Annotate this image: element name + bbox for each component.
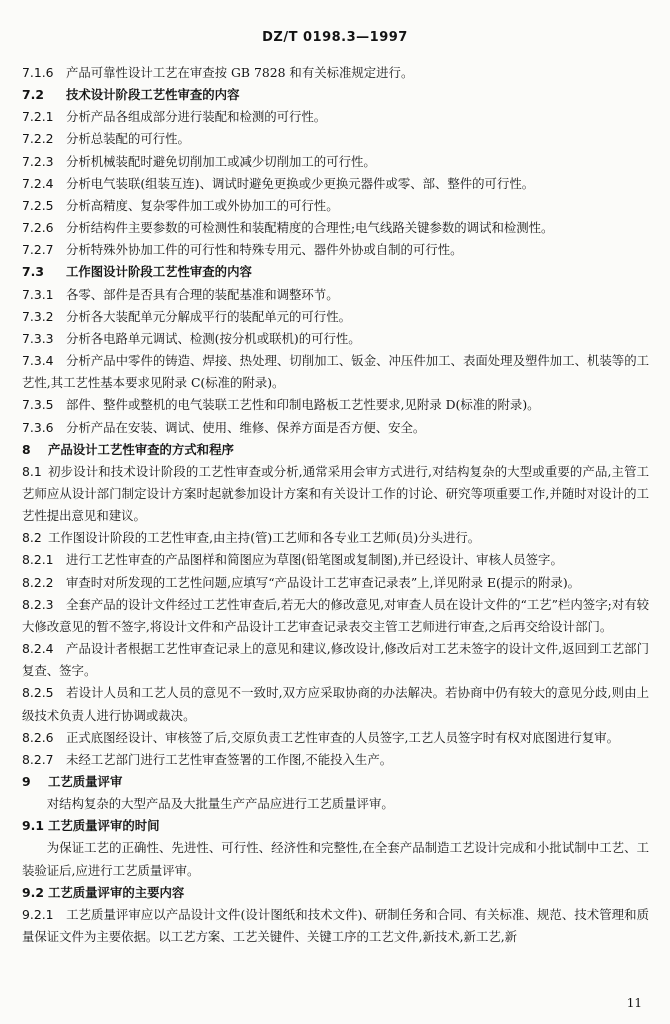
clause-text: 对结构复杂的大型产品及大批量生产产品应进行工艺质量评审。: [46, 796, 394, 812]
paragraph: [22, 594, 649, 638]
clause-number: 8.2.2: [22, 574, 54, 590]
clause-text: 分析产品中零件的铸造、焊接、热处理、切削加工、钣金、冲压件加工、表面处理及塑件加工、机装等的工艺性,其工艺性基本要求见附录 C(标准的附录)。: [22, 353, 649, 391]
clause-number: 7.2.7: [22, 242, 54, 258]
clause-text: 分析电气装联(组装互连)、调试时避免更换或少更换元器件或零、部、整件的可行性。: [66, 175, 535, 191]
paragraph: [22, 62, 649, 84]
section-heading: [22, 439, 649, 461]
clause-text: 分析特殊外协加工件的可行性和特殊专用元、器件外协或自制的可行性。: [66, 242, 463, 258]
clause-text: 分析各电路单元调试、检测(按分机或联机)的可行性。: [66, 330, 361, 346]
clause-text: 为保证工艺的正确性、先进性、可行性、经济性和完整性,在全套产品制造工艺设计完成和小批试制中工艺、工装验证后,应进行工艺质量评审。: [22, 840, 649, 878]
section-heading: [22, 815, 649, 837]
paragraph: [22, 394, 649, 416]
clause-number: 8.2: [22, 530, 42, 546]
clause-number: 7.3.5: [22, 397, 54, 413]
clause-text: 工作图设计阶段工艺性审查的内容: [66, 264, 252, 280]
clause-text: 产品设计工艺性审查的方式和程序: [48, 441, 234, 457]
clause-number: 8: [22, 441, 31, 457]
clause-text: 工艺质量评审: [48, 774, 123, 789]
clause-number: 7.2.5: [22, 197, 54, 213]
clause-number: 7.3: [22, 264, 44, 280]
section-heading: [22, 771, 649, 793]
paragraph: [22, 328, 649, 350]
paragraph: [22, 837, 649, 881]
clause-text: 分析总装配的可行性。: [66, 131, 190, 147]
clause-text: 工艺质量评审应以产品设计文件(设计图纸和技术文件)、研制任务和合同、有关标准、规范、技术管理和质量保证文件为主要依据。以工艺方案、工艺关键件、关键工序的工艺文件,新技术,新工艺,新: [22, 906, 649, 945]
clause-number: 7.2.2: [22, 131, 54, 147]
clause-number: 9.2: [22, 884, 44, 900]
clause-number: 7.3.3: [22, 330, 54, 346]
paragraph: [22, 306, 649, 328]
clause-text: 工艺质量评审的时间: [48, 818, 160, 834]
paragraph: [22, 549, 649, 571]
clause-number: 8.2.1: [22, 552, 54, 568]
clause-text: 初步设计和技术设计阶段的工艺性审查或分析,通常采用会审方式进行,对结构复杂的大型或重要的产品,主管工艺师应从设计部门制定设计方案时起就参加设计方案和有关设计工作的讨论、研究等项重要工作,并随时对设计的工艺性提出意见和建议。: [22, 463, 649, 524]
clause-text: 分析机械装配时避免切削加工或减少切削加工的可行性。: [66, 153, 376, 169]
clause-text: 正式底图经设计、审核签了后,交原负责工艺性审查的人员签字,工艺人员签字时有权对底图进行复审。: [66, 729, 620, 745]
clause-number: 8.2.5: [22, 685, 54, 701]
section-heading: [22, 261, 649, 283]
clause-number: 8.2.6: [22, 729, 54, 745]
clause-number: 7.3.2: [22, 308, 54, 324]
clause-number: 7.3.1: [22, 286, 54, 302]
clause-number: 9.2.1: [22, 906, 54, 922]
clause-number: 7.2.6: [22, 220, 54, 236]
paragraph: [22, 638, 649, 682]
clause-text: 部件、整件或整机的电气装联工艺性和印制电路板工艺性要求,见附录 D(标准的附录)。: [66, 397, 540, 413]
clause-text: 分析产品在安装、调试、使用、维修、保养方面是否方便、安全。: [66, 419, 426, 435]
clause-number: 9: [22, 774, 31, 789]
clause-number: 8.2.3: [22, 596, 54, 612]
paragraph: [22, 239, 649, 261]
clause-number: 7.3.4: [22, 353, 54, 369]
clause-text: 分析高精度、复杂零件加工或外协加工的可行性。: [66, 197, 339, 213]
clause-number: 7.3.6: [22, 419, 54, 435]
paragraph: [22, 417, 649, 439]
standard-header: DZ/T 0198.3—1997: [262, 30, 408, 45]
clause-number: 8.1: [22, 463, 42, 479]
clause-text: 未经工艺部门进行工艺性审查签署的工作图,不能投入生产。: [66, 751, 393, 767]
paragraph: [22, 749, 649, 771]
section-heading: [22, 84, 649, 106]
clause-text: 工作图设计阶段的工艺性审查,由主持(管)工艺师和各专业工艺师(员)分头进行。: [48, 530, 481, 546]
clause-text: 审查时对所发现的工艺性问题,应填写“产品设计工艺审查记录表”上,详见附录 E(提示的附录)。: [66, 574, 581, 590]
paragraph: [22, 682, 649, 726]
clause-number: 8.2.4: [22, 641, 54, 657]
page-number: 11: [626, 996, 642, 1010]
clause-number: 7.2.1: [22, 109, 54, 125]
paragraph: [22, 217, 649, 239]
clause-number: 9.1: [22, 818, 44, 834]
clause-text: 产品设计者根据工艺性审查记录上的意见和建议,修改设计,修改后对工艺未签字的设计文件,返回到工艺部门复查、签字。: [22, 641, 649, 679]
document-body: [22, 62, 649, 948]
clause-text: 各零、部件是否具有合理的装配基准和调整环节。: [66, 286, 339, 302]
clause-number: 8.2.7: [22, 751, 54, 767]
paragraph: [22, 284, 649, 306]
section-heading: [22, 882, 649, 904]
clause-text: 全套产品的设计文件经过工艺性审查后,若无大的修改意见,对审查人员在设计文件的“工艺”栏内签字;对有较大修改意见的暂不签字,将设计文件和产品设计工艺审查记录表交主管工艺师进行审查,之后再交给设计部门。: [22, 596, 649, 634]
clause-text: 分析结构件主要参数的可检测性和装配精度的合理性;电气线路关键参数的调试和检测性。: [66, 220, 554, 236]
paragraph: [22, 527, 649, 549]
clause-text: 进行工艺性审查的产品图样和简图应为草图(铅笔图或复制图),并已经设计、审核人员签字。: [66, 552, 563, 568]
clause-text: 工艺质量评审的主要内容: [48, 884, 185, 900]
clause-number: 7.2: [22, 87, 44, 103]
clause-number: 7.1.6: [22, 65, 54, 80]
paragraph: [22, 151, 649, 173]
paragraph: [22, 106, 649, 128]
paragraph: [22, 128, 649, 150]
paragraph: [22, 793, 649, 815]
paragraph: [22, 904, 649, 948]
paragraph: [22, 461, 649, 527]
paragraph: [22, 727, 649, 749]
paragraph: [22, 173, 649, 195]
clause-text: 技术设计阶段工艺性审查的内容: [66, 87, 240, 103]
clause-text: 分析产品各组成部分进行装配和检测的可行性。: [66, 109, 327, 125]
clause-number: 7.2.3: [22, 153, 54, 169]
clause-text: 产品可靠性设计工艺在审查按 GB 7828 和有关标准规定进行。: [66, 65, 414, 80]
paragraph: [22, 195, 649, 217]
clause-number: 7.2.4: [22, 175, 54, 191]
clause-text: 分析各大装配单元分解成平行的装配单元的可行性。: [66, 308, 351, 324]
paragraph: [22, 572, 649, 594]
clause-text: 若设计人员和工艺人员的意见不一致时,双方应采取协商的办法解决。若协商中仍有较大的意见分歧,则由上级技术负责人进行协调或裁决。: [22, 685, 649, 723]
paragraph: [22, 350, 649, 394]
